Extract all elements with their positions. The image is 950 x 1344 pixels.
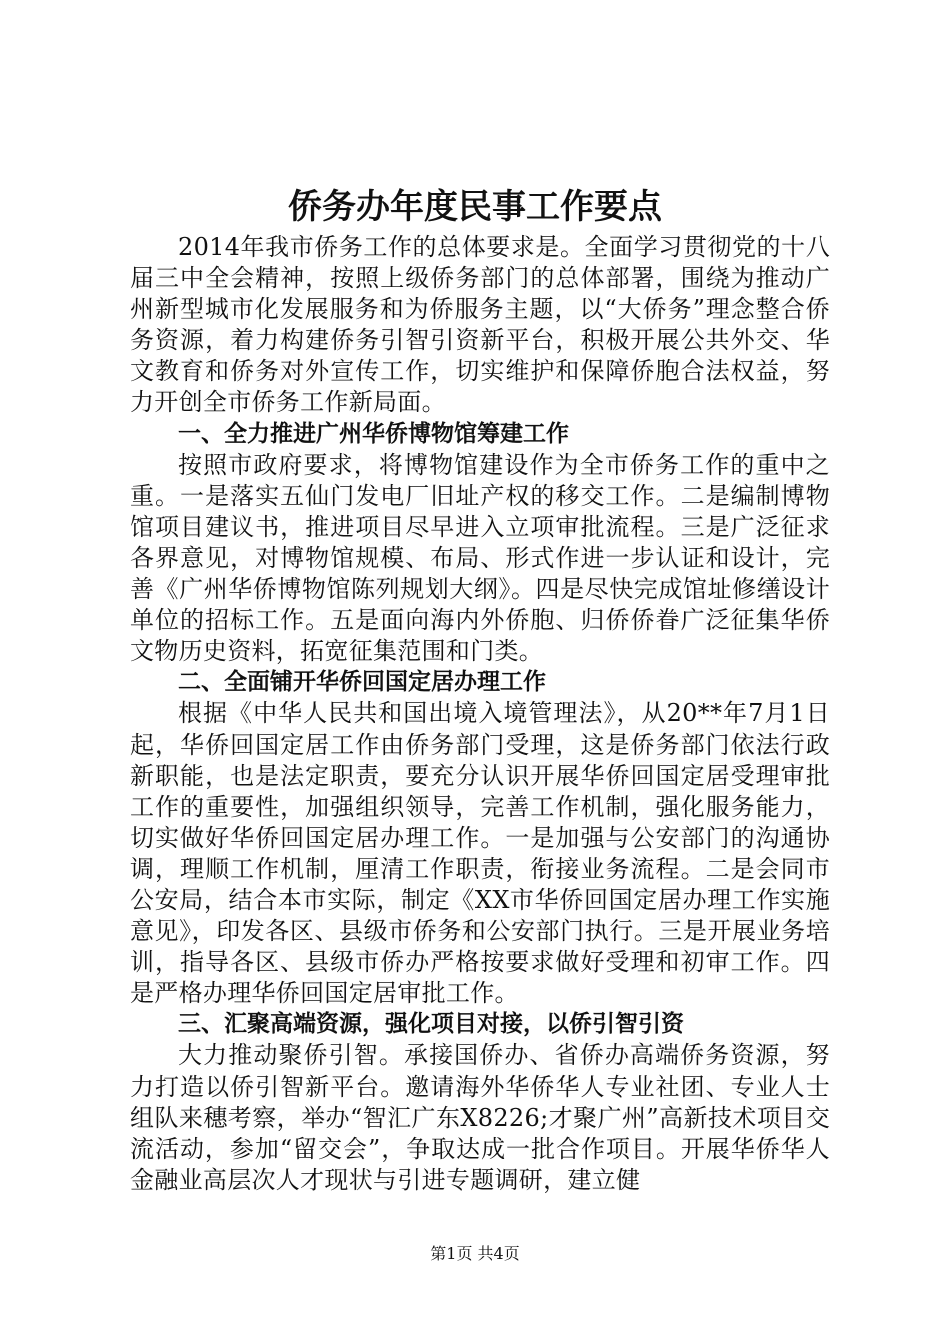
- document-body: [130, 232, 830, 1196]
- page-number-footer: 第1页 共4页: [430, 1244, 520, 1263]
- section-paragraph-2: 根据《中华人民共和国出境入境管理法》，从20**年7月1日起，华侨回国定居工作由侨务部门受理，这是侨务部门依法行政新职能，也是法定职责，要充分认识开展华侨回国定居受理审批工作的重要性，加强组织领导，完善工作机制，强化服务能力，切实做好华侨回国定居办理工作。一是加强与公安部门的沟通协调，理顺工作机制，厘清工作职责，衔接业务流程。二是会同市公安局，结合本市实际，制定《XX市华侨回国定居办理工作实施意见》，印发各区、县级市侨务和公安部门执行。三是开展业务培训，指导各区、县级市侨办严格按要求做好受理和初审工作。四是严格办理华侨回国定居审批工作。: [130, 699, 830, 1008]
- intro-paragraph: 2014年我市侨务工作的总体要求是。全面学习贯彻党的十八届三中全会精神，按照上级侨务部门的总体部署，围绕为推动广州新型城市化发展服务和为侨服务主题，以“大侨务”理念整合侨务资源，着力构建侨务引智引资新平台，积极开展公共外交、华文教育和侨务对外宣传工作，切实维护和保障侨胞合法权益，努力开创全市侨务工作新局面。: [130, 233, 830, 417]
- section-heading-3: 三、汇聚高端资源，强化项目对接，以侨引智引资: [178, 1011, 684, 1038]
- section-heading-2: 二、全面铺开华侨回国定居办理工作: [178, 669, 546, 696]
- section-heading-1: 一、全力推进广州华侨博物馆筹建工作: [178, 420, 569, 447]
- document-title: 侨务办年度民事工作要点: [288, 187, 662, 227]
- section-paragraph-3: 大力推动聚侨引智。承接国侨办、省侨办高端侨务资源，努力打造以侨引智新平台。邀请海外华侨华人专业社团、专业人士组队来穗考察，举办“智汇广东X8226;才聚广州”高新技术项目交流活动，参加“留交会”，争取达成一批合作项目。开展华侨华人金融业高层次人才现状与引进专题调研，建立健: [130, 1041, 830, 1194]
- section-paragraph-1: 按照市政府要求，将博物馆建设作为全市侨务工作的重中之重。一是落实五仙门发电厂旧址产权的移交工作。二是编制博物馆项目建议书，推进项目尽早进入立项审批流程。三是广泛征求各界意见，对博物馆规模、布局、形式作进一步认证和设计，完善《广州华侨博物馆陈列规划大纲》。四是尽快完成馆址修缮设计单位的招标工作。五是面向海内外侨胞、归侨侨眷广泛征集华侨文物历史资料，拓宽征集范围和门类。: [130, 450, 830, 666]
